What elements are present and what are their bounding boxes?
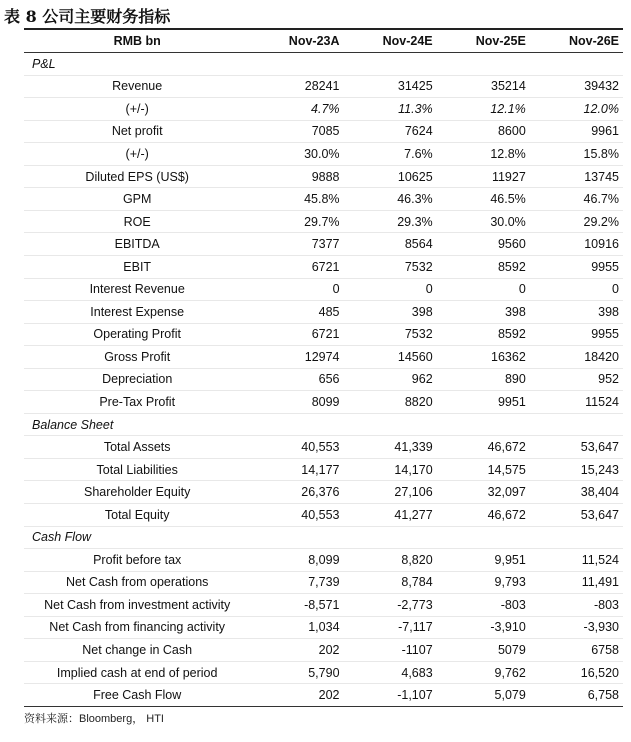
value-cell: 10916 bbox=[530, 233, 623, 256]
value-cell: 9955 bbox=[530, 323, 623, 346]
section-row bbox=[24, 526, 623, 549]
value-cell: 7532 bbox=[344, 255, 437, 278]
value-cell: 12.0% bbox=[530, 98, 623, 121]
value-cell: -1107 bbox=[344, 639, 437, 662]
financial-table bbox=[24, 30, 623, 707]
value-cell: 26,376 bbox=[250, 481, 343, 504]
table-row bbox=[24, 661, 623, 684]
table-title: 表 8 公司主要财务指标 bbox=[4, 7, 171, 26]
value-cell: 16362 bbox=[437, 346, 530, 369]
value-cell: -1,107 bbox=[344, 684, 437, 707]
table-row bbox=[24, 323, 623, 346]
value-cell: 46.3% bbox=[344, 188, 437, 211]
table-row bbox=[24, 75, 623, 98]
source-note: 资料来源：Bloomberg， HTI bbox=[24, 713, 164, 725]
value-cell: 41,277 bbox=[344, 503, 437, 526]
value-cell: -2,773 bbox=[344, 594, 437, 617]
row-label: Depreciation bbox=[24, 368, 250, 391]
table-row bbox=[24, 368, 623, 391]
row-label: Pre-Tax Profit bbox=[24, 391, 250, 414]
table-row bbox=[24, 571, 623, 594]
value-cell: 12.1% bbox=[437, 98, 530, 121]
value-cell: 7624 bbox=[344, 120, 437, 143]
value-cell: 29.2% bbox=[530, 210, 623, 233]
table-row bbox=[24, 301, 623, 324]
table-row bbox=[24, 188, 623, 211]
value-cell: 7.6% bbox=[344, 143, 437, 166]
value-cell: 27,106 bbox=[344, 481, 437, 504]
row-label: Net Cash from operations bbox=[24, 571, 250, 594]
value-cell: 5079 bbox=[437, 639, 530, 662]
row-label: (+/-) bbox=[24, 143, 250, 166]
row-label: Net Cash from financing activity bbox=[24, 616, 250, 639]
row-label: ROE bbox=[24, 210, 250, 233]
table-body bbox=[24, 53, 623, 707]
value-cell: 40,553 bbox=[250, 436, 343, 459]
value-cell: 31425 bbox=[344, 75, 437, 98]
value-cell: 53,647 bbox=[530, 503, 623, 526]
value-cell: 5,079 bbox=[437, 684, 530, 707]
value-cell: 656 bbox=[250, 368, 343, 391]
value-cell: 14560 bbox=[344, 346, 437, 369]
header-cell: Nov-25E bbox=[437, 30, 530, 53]
value-cell: 9961 bbox=[530, 120, 623, 143]
header-cell: Nov-23A bbox=[250, 30, 343, 53]
row-label: Operating Profit bbox=[24, 323, 250, 346]
value-cell: 6758 bbox=[530, 639, 623, 662]
table-row bbox=[24, 639, 623, 662]
value-cell: 12.8% bbox=[437, 143, 530, 166]
value-cell: 14,170 bbox=[344, 458, 437, 481]
value-cell: 202 bbox=[250, 639, 343, 662]
section-row bbox=[24, 53, 623, 76]
row-label: Net profit bbox=[24, 120, 250, 143]
row-label: Gross Profit bbox=[24, 346, 250, 369]
value-cell: 0 bbox=[437, 278, 530, 301]
value-cell: 7532 bbox=[344, 323, 437, 346]
row-label: Implied cash at end of period bbox=[24, 661, 250, 684]
value-cell: 398 bbox=[530, 301, 623, 324]
value-cell: 46.5% bbox=[437, 188, 530, 211]
value-cell: 10625 bbox=[344, 165, 437, 188]
value-cell: 7377 bbox=[250, 233, 343, 256]
value-cell: 9,793 bbox=[437, 571, 530, 594]
value-cell: 9955 bbox=[530, 255, 623, 278]
table-row bbox=[24, 98, 623, 121]
value-cell: 46,672 bbox=[437, 436, 530, 459]
value-cell: 16,520 bbox=[530, 661, 623, 684]
value-cell: 14,575 bbox=[437, 458, 530, 481]
row-label: Diluted EPS (US$) bbox=[24, 165, 250, 188]
value-cell: -3,910 bbox=[437, 616, 530, 639]
row-label: Interest Expense bbox=[24, 301, 250, 324]
table-row bbox=[24, 594, 623, 617]
value-cell: 952 bbox=[530, 368, 623, 391]
table-row bbox=[24, 278, 623, 301]
value-cell: 398 bbox=[344, 301, 437, 324]
value-cell: 8592 bbox=[437, 323, 530, 346]
value-cell: 6721 bbox=[250, 323, 343, 346]
row-label: Net change in Cash bbox=[24, 639, 250, 662]
table-row bbox=[24, 346, 623, 369]
value-cell: 8,820 bbox=[344, 549, 437, 572]
value-cell: 14,177 bbox=[250, 458, 343, 481]
table-row bbox=[24, 255, 623, 278]
value-cell: 890 bbox=[437, 368, 530, 391]
value-cell: 46,672 bbox=[437, 503, 530, 526]
value-cell: 45.8% bbox=[250, 188, 343, 211]
value-cell: 8820 bbox=[344, 391, 437, 414]
value-cell: 0 bbox=[344, 278, 437, 301]
section-row bbox=[24, 413, 623, 436]
row-label: Revenue bbox=[24, 75, 250, 98]
table-row bbox=[24, 436, 623, 459]
table-row bbox=[24, 458, 623, 481]
value-cell: 8564 bbox=[344, 233, 437, 256]
value-cell: 485 bbox=[250, 301, 343, 324]
value-cell: 6,758 bbox=[530, 684, 623, 707]
value-cell: -3,930 bbox=[530, 616, 623, 639]
value-cell: 40,553 bbox=[250, 503, 343, 526]
value-cell: 32,097 bbox=[437, 481, 530, 504]
value-cell: 0 bbox=[250, 278, 343, 301]
row-label: Profit before tax bbox=[24, 549, 250, 572]
value-cell: 9,951 bbox=[437, 549, 530, 572]
header-cell: Nov-24E bbox=[344, 30, 437, 53]
table-row bbox=[24, 391, 623, 414]
row-label: Total Liabilities bbox=[24, 458, 250, 481]
value-cell: -803 bbox=[530, 594, 623, 617]
row-label: Free Cash Flow bbox=[24, 684, 250, 707]
value-cell: 1,034 bbox=[250, 616, 343, 639]
value-cell: 7085 bbox=[250, 120, 343, 143]
value-cell: 8,099 bbox=[250, 549, 343, 572]
value-cell: 29.3% bbox=[344, 210, 437, 233]
value-cell: -7,117 bbox=[344, 616, 437, 639]
value-cell: 11,524 bbox=[530, 549, 623, 572]
value-cell: -8,571 bbox=[250, 594, 343, 617]
row-label: (+/-) bbox=[24, 98, 250, 121]
value-cell: 9951 bbox=[437, 391, 530, 414]
row-label: Interest Revenue bbox=[24, 278, 250, 301]
value-cell: 202 bbox=[250, 684, 343, 707]
table-row bbox=[24, 481, 623, 504]
value-cell: 53,647 bbox=[530, 436, 623, 459]
table-row bbox=[24, 233, 623, 256]
section-label: P&L bbox=[24, 53, 623, 76]
value-cell: 11524 bbox=[530, 391, 623, 414]
value-cell: 4,683 bbox=[344, 661, 437, 684]
value-cell: 11927 bbox=[437, 165, 530, 188]
value-cell: 46.7% bbox=[530, 188, 623, 211]
header-row bbox=[24, 30, 623, 53]
value-cell: 398 bbox=[437, 301, 530, 324]
value-cell: 38,404 bbox=[530, 481, 623, 504]
value-cell: 6721 bbox=[250, 255, 343, 278]
value-cell: 35214 bbox=[437, 75, 530, 98]
value-cell: 13745 bbox=[530, 165, 623, 188]
value-cell: 8099 bbox=[250, 391, 343, 414]
value-cell: -803 bbox=[437, 594, 530, 617]
value-cell: 8,784 bbox=[344, 571, 437, 594]
value-cell: 30.0% bbox=[437, 210, 530, 233]
row-label: EBIT bbox=[24, 255, 250, 278]
value-cell: 18420 bbox=[530, 346, 623, 369]
table-row bbox=[24, 165, 623, 188]
value-cell: 30.0% bbox=[250, 143, 343, 166]
table-row bbox=[24, 120, 623, 143]
section-label: Balance Sheet bbox=[24, 413, 623, 436]
row-label: Net Cash from investment activity bbox=[24, 594, 250, 617]
row-label: Total Equity bbox=[24, 503, 250, 526]
row-label: GPM bbox=[24, 188, 250, 211]
row-label: Shareholder Equity bbox=[24, 481, 250, 504]
value-cell: 8600 bbox=[437, 120, 530, 143]
section-label: Cash Flow bbox=[24, 526, 623, 549]
value-cell: 29.7% bbox=[250, 210, 343, 233]
value-cell: 28241 bbox=[250, 75, 343, 98]
header-cell: RMB bn bbox=[24, 30, 250, 53]
table-row bbox=[24, 143, 623, 166]
value-cell: 15.8% bbox=[530, 143, 623, 166]
table-row bbox=[24, 684, 623, 707]
row-label: Total Assets bbox=[24, 436, 250, 459]
value-cell: 11.3% bbox=[344, 98, 437, 121]
value-cell: 15,243 bbox=[530, 458, 623, 481]
value-cell: 9,762 bbox=[437, 661, 530, 684]
header-cell: Nov-26E bbox=[530, 30, 623, 53]
value-cell: 0 bbox=[530, 278, 623, 301]
value-cell: 8592 bbox=[437, 255, 530, 278]
row-label: EBITDA bbox=[24, 233, 250, 256]
table-row bbox=[24, 503, 623, 526]
value-cell: 41,339 bbox=[344, 436, 437, 459]
value-cell: 5,790 bbox=[250, 661, 343, 684]
value-cell: 9560 bbox=[437, 233, 530, 256]
value-cell: 4.7% bbox=[250, 98, 343, 121]
value-cell: 11,491 bbox=[530, 571, 623, 594]
value-cell: 7,739 bbox=[250, 571, 343, 594]
table-row bbox=[24, 210, 623, 233]
table-row bbox=[24, 549, 623, 572]
value-cell: 9888 bbox=[250, 165, 343, 188]
value-cell: 962 bbox=[344, 368, 437, 391]
table-row bbox=[24, 616, 623, 639]
value-cell: 12974 bbox=[250, 346, 343, 369]
value-cell: 39432 bbox=[530, 75, 623, 98]
